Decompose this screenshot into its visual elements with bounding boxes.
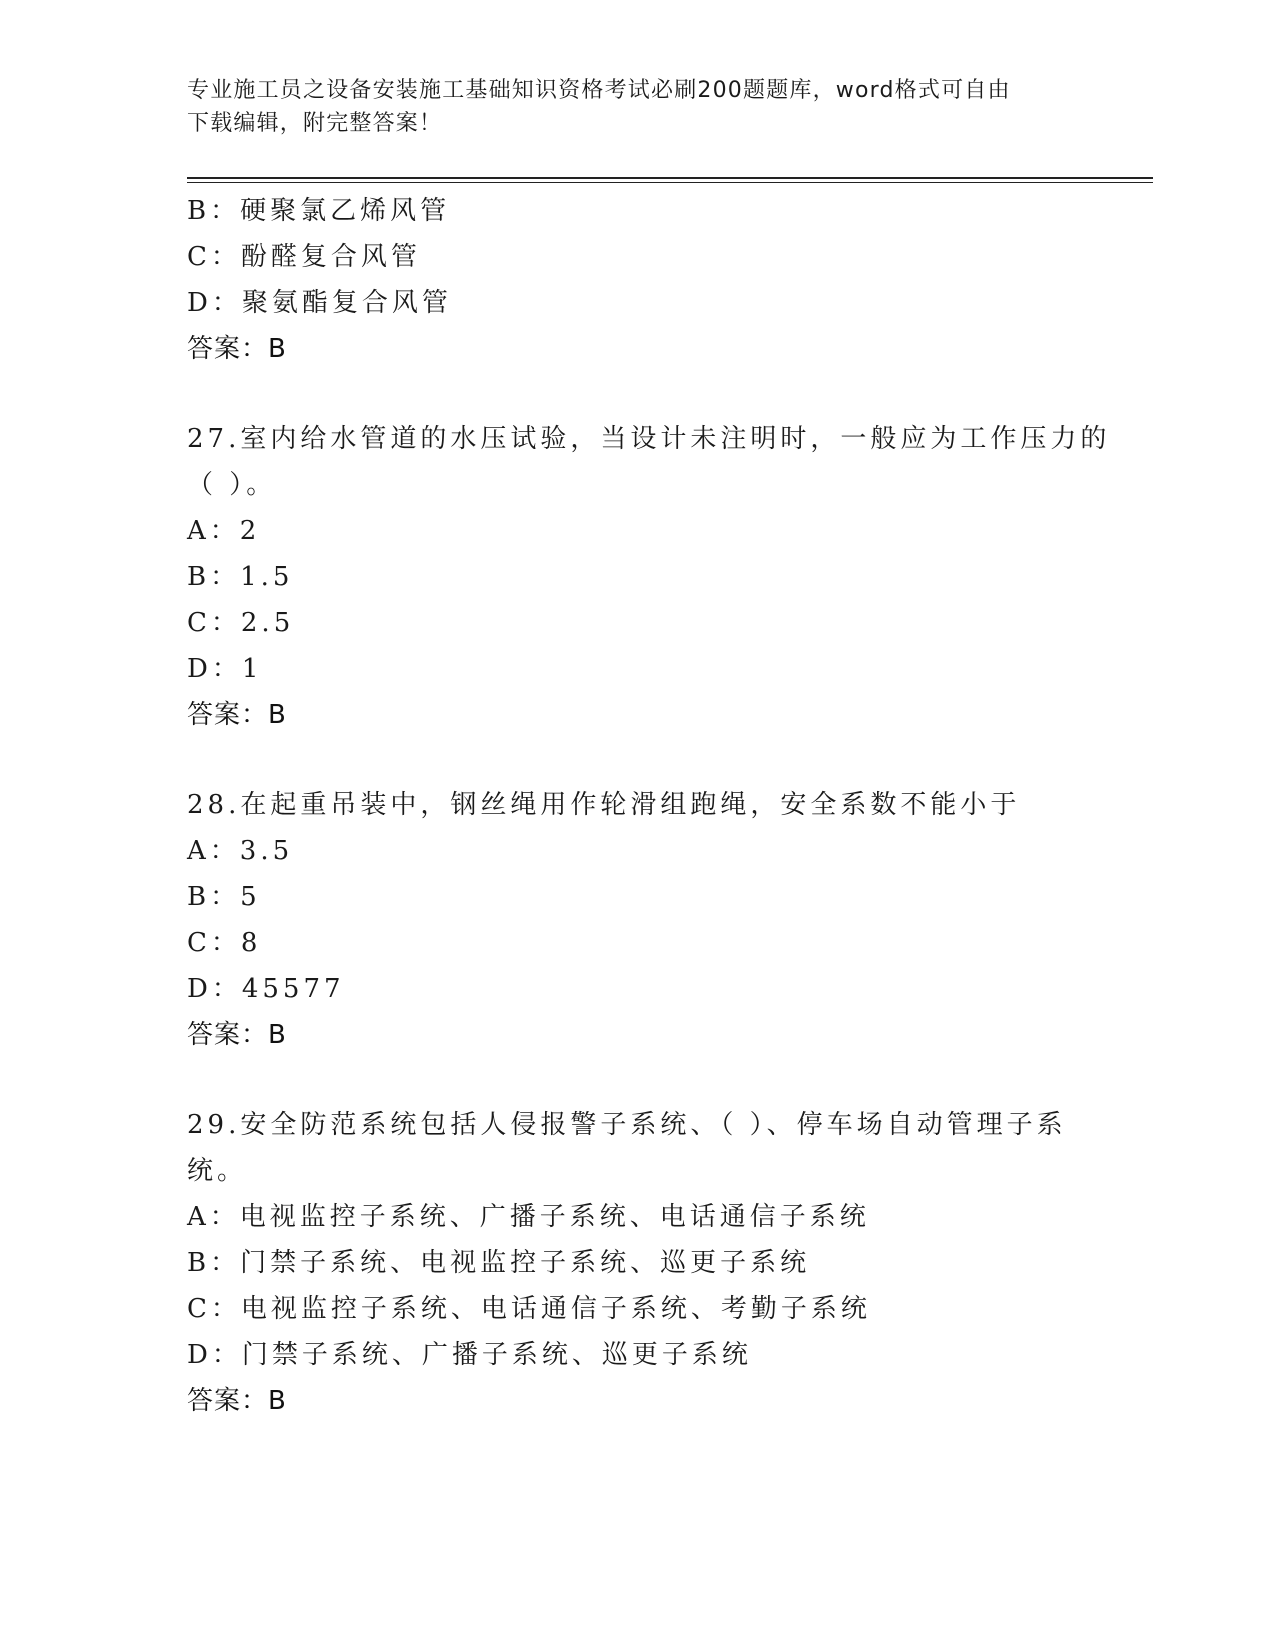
- option-c: C：电视监控子系统、电话通信子系统、考勤子系统: [187, 1294, 871, 1324]
- option-b: B：1.5: [187, 562, 294, 592]
- option-d: D：45577: [187, 974, 345, 1004]
- question-list: [187, 188, 1111, 1424]
- document-header: [187, 74, 1067, 140]
- answer-line: 答案：B: [187, 334, 287, 364]
- answer-line: 答案：B: [187, 1020, 287, 1050]
- question-stem-continued: （ ）。: [187, 470, 277, 500]
- question-26-tail: [187, 188, 1087, 372]
- question-stem: 28.在起重吊装中，钢丝绳用作轮滑组跑绳，安全系数不能小于: [187, 790, 1021, 820]
- header-divider-thin: [187, 182, 1153, 183]
- option-c: C：酚醛复合风管: [187, 242, 421, 272]
- header-divider-thick: [187, 177, 1153, 179]
- question-stem-continued: 统。: [187, 1156, 248, 1186]
- question-29: [187, 1102, 1087, 1424]
- header-line-1: 专业施工员之设备安装施工基础知识资格考试必刷200题题库，word格式可自由: [187, 78, 1011, 103]
- option-c: C：2.5: [187, 608, 295, 638]
- spacer: [187, 738, 1087, 782]
- option-a: A：3.5: [187, 836, 294, 866]
- answer-line: 答案：B: [187, 1386, 287, 1416]
- question-27: [187, 416, 1111, 738]
- answer-line: 答案：B: [187, 700, 287, 730]
- option-a: A：电视监控子系统、广播子系统、电话通信子系统: [187, 1202, 870, 1232]
- question-stem: 29.安全防范系统包括人侵报警子系统、（ ）、停车场自动管理子系: [187, 1110, 1067, 1140]
- option-d: D：1: [187, 654, 263, 684]
- option-a: A：2: [187, 516, 261, 546]
- option-d: D：聚氨酯复合风管: [187, 288, 452, 318]
- question-stem: 27.室内给水管道的水压试验，当设计未注明时，一般应为工作压力的: [187, 424, 1111, 454]
- question-28: [187, 782, 1087, 1058]
- option-b: B：门禁子系统、电视监控子系统、巡更子系统: [187, 1248, 811, 1278]
- spacer: [187, 372, 1087, 416]
- header-line-2: 下载编辑，附完整答案！: [187, 111, 443, 136]
- spacer: [187, 1058, 1087, 1102]
- option-b: B：5: [187, 882, 261, 912]
- option-b: B：硬聚氯乙烯风管: [187, 196, 451, 226]
- option-c: C：8: [187, 928, 262, 958]
- option-d: D：门禁子系统、广播子系统、巡更子系统: [187, 1340, 752, 1370]
